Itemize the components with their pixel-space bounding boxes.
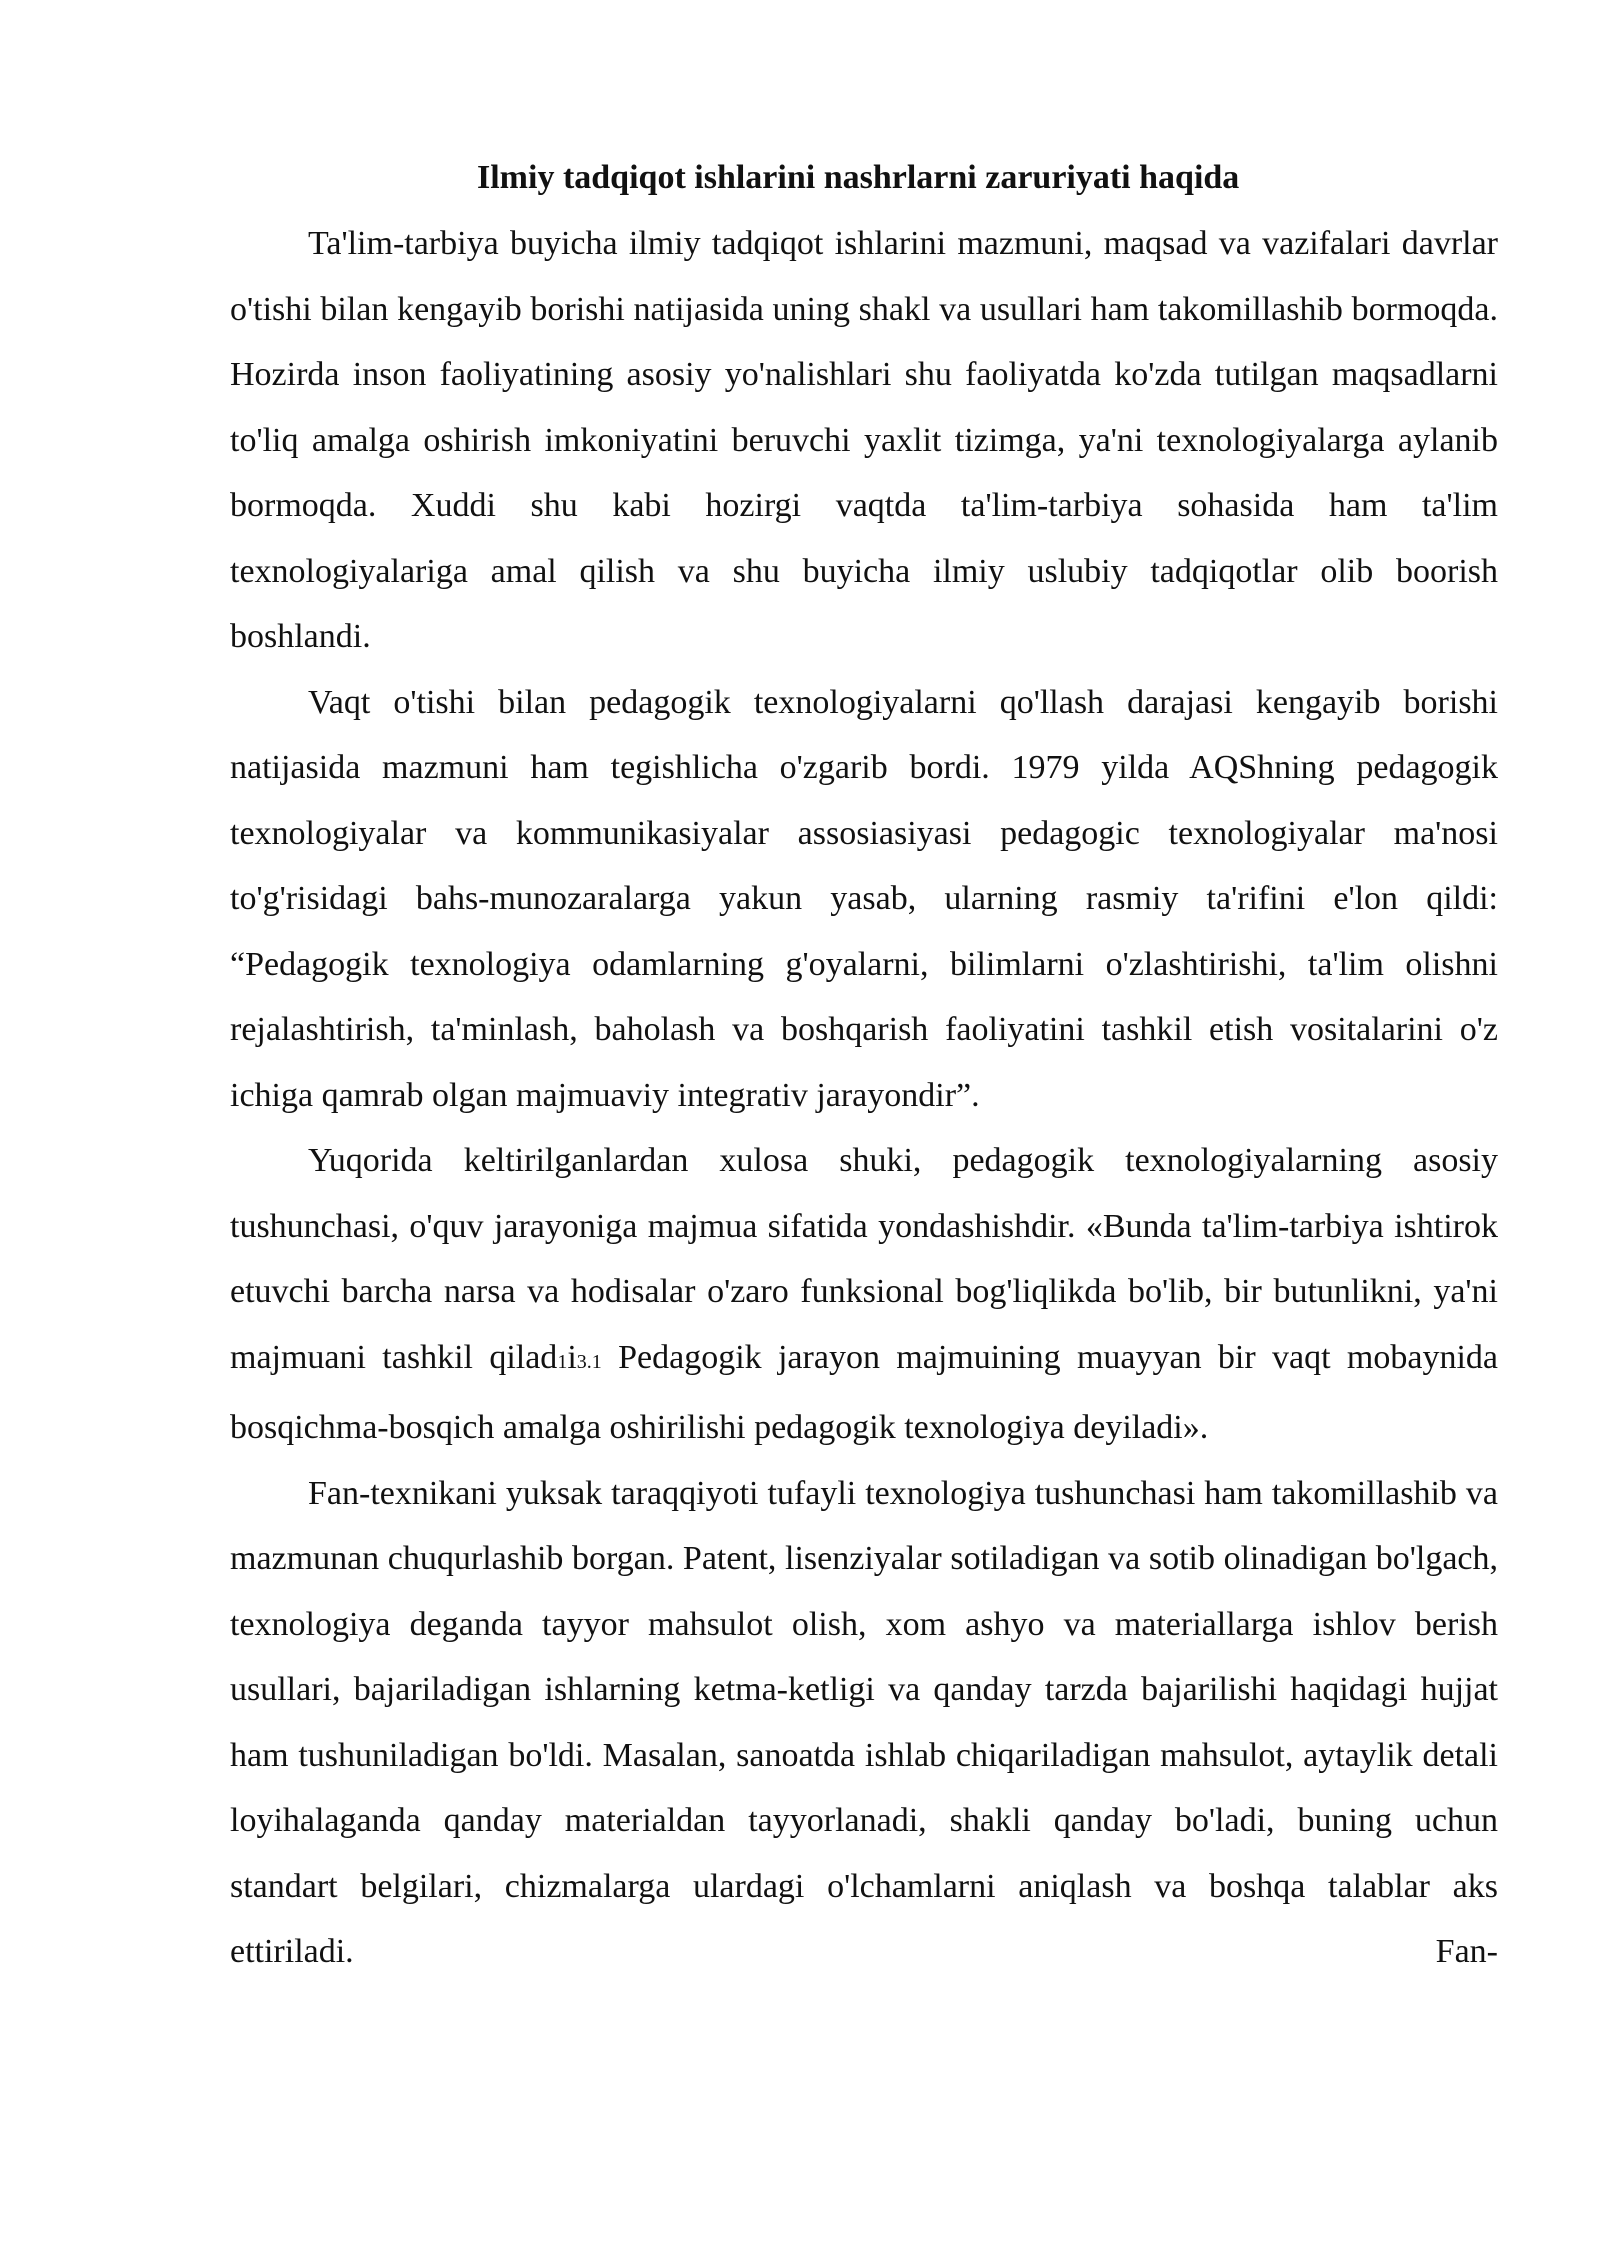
paragraph-2: Vaqt o'tishi bilan pedagogik texnologiyalarni qo'llash darajasi kengayib borishi natijasida mazmuni ham tegishlicha o'zgarib bordi. 1979 yilda AQShning pedagogik texnologiyalar va kommunikasiyalar assosiasiyasi pedagogic texnologiyalar ma'nosi to'g'risidagi bahs-munozaralarga yakun yasab, ularning rasmiy ta'rifini e'lon qildi: “Pedagogik texnologiya odamlarning g'oyalarni, bilimlarni o'zlashtirishi, ta'lim olishni rejalashtirish, ta'minlash, baholash va boshqarish faoliyatini tashkil etish vositalarini o'z ichiga qamrab olgan majmuaviy integrativ jarayondir”. [230, 683, 1498, 1114]
paragraph-3-text-after: Pedagogik jarayon majmuining muayyan bir vaqt mobaynida bosqichma-bosqich amalga oshirilishi pedagogik texnologiya deyiladi». [230, 1338, 1498, 1446]
paragraph-3 [230, 1128, 1498, 1461]
footnote-mark-2: 3.1 [576, 1350, 602, 1373]
document-title: Ilmiy tadqiqot ishlarini nashrlarni zaruriyati haqida [477, 159, 1240, 196]
paragraph-3-text-mid: i [567, 1338, 577, 1376]
paragraph-3-text-before: Yuqorida keltirilganlardan xulosa shuki, pedagogik texnologiyalarning asosiy tushunchasi, o'quv jarayoniga majmua sifatida yondashishdir. «Bunda ta'lim-tarbiya ishtirok etuvchi barcha narsa va hodisalar o'zaro funksional bog'liqlikda bo'lib, bir butunlikni, ya'ni majmuani tashkil qilad [230, 1142, 1498, 1376]
document-page [230, 145, 1498, 1985]
footnote-mark-1: 1 [557, 1350, 568, 1373]
paragraph-4: Fan-texnikani yuksak taraqqiyoti tufayli texnologiya tushunchasi ham takomillashib va mazmunan chuqurlashib borgan. Patent, lisenziyalar sotiladigan va sotib olinadigan bo'lgach, texnologiya deganda tayyor mahsulot olish, xom ashyo va materiallarga ishlov berish usullari, bajariladigan ishlarning ketma-ketligi va qanday tarzda bajarilishi haqidagi hujjat ham tushuniladigan bo'ldi. Masalan, sanoatda ishlab chiqariladigan mahsulot, aytaylik detali loyihalaganda qanday materialdan tayyorlanadi, shakli qanday bo'ladi, buning uchun standart belgilari, chizmalarga ulardagi o'lchamlarni aniqlash va boshqa talablar aks ettiriladi. Fan- [230, 1474, 1498, 1970]
paragraph-1: Ta'lim-tarbiya buyicha ilmiy tadqiqot ishlarini mazmuni, maqsad va vazifalari davrlar o'tishi bilan kengayib borishi natijasida uning shakl va usullari ham takomillashib bormoqda. Hozirda inson faoliyatining asosiy yo'nalishlari shu faoliyatda ko'zda tutilgan maqsadlarni to'liq amalga oshirish imkoniyatini beruvchi yaxlit tizimga, ya'ni texnologiyalarga aylanib bormoqda. Xuddi shu kabi hozirgi vaqtda ta'lim-tarbiya sohasida ham ta'lim texnologiyalariga amal qilish va shu buyicha ilmiy uslubiy tadqiqotlar olib boorish boshlandi. [230, 225, 1498, 655]
